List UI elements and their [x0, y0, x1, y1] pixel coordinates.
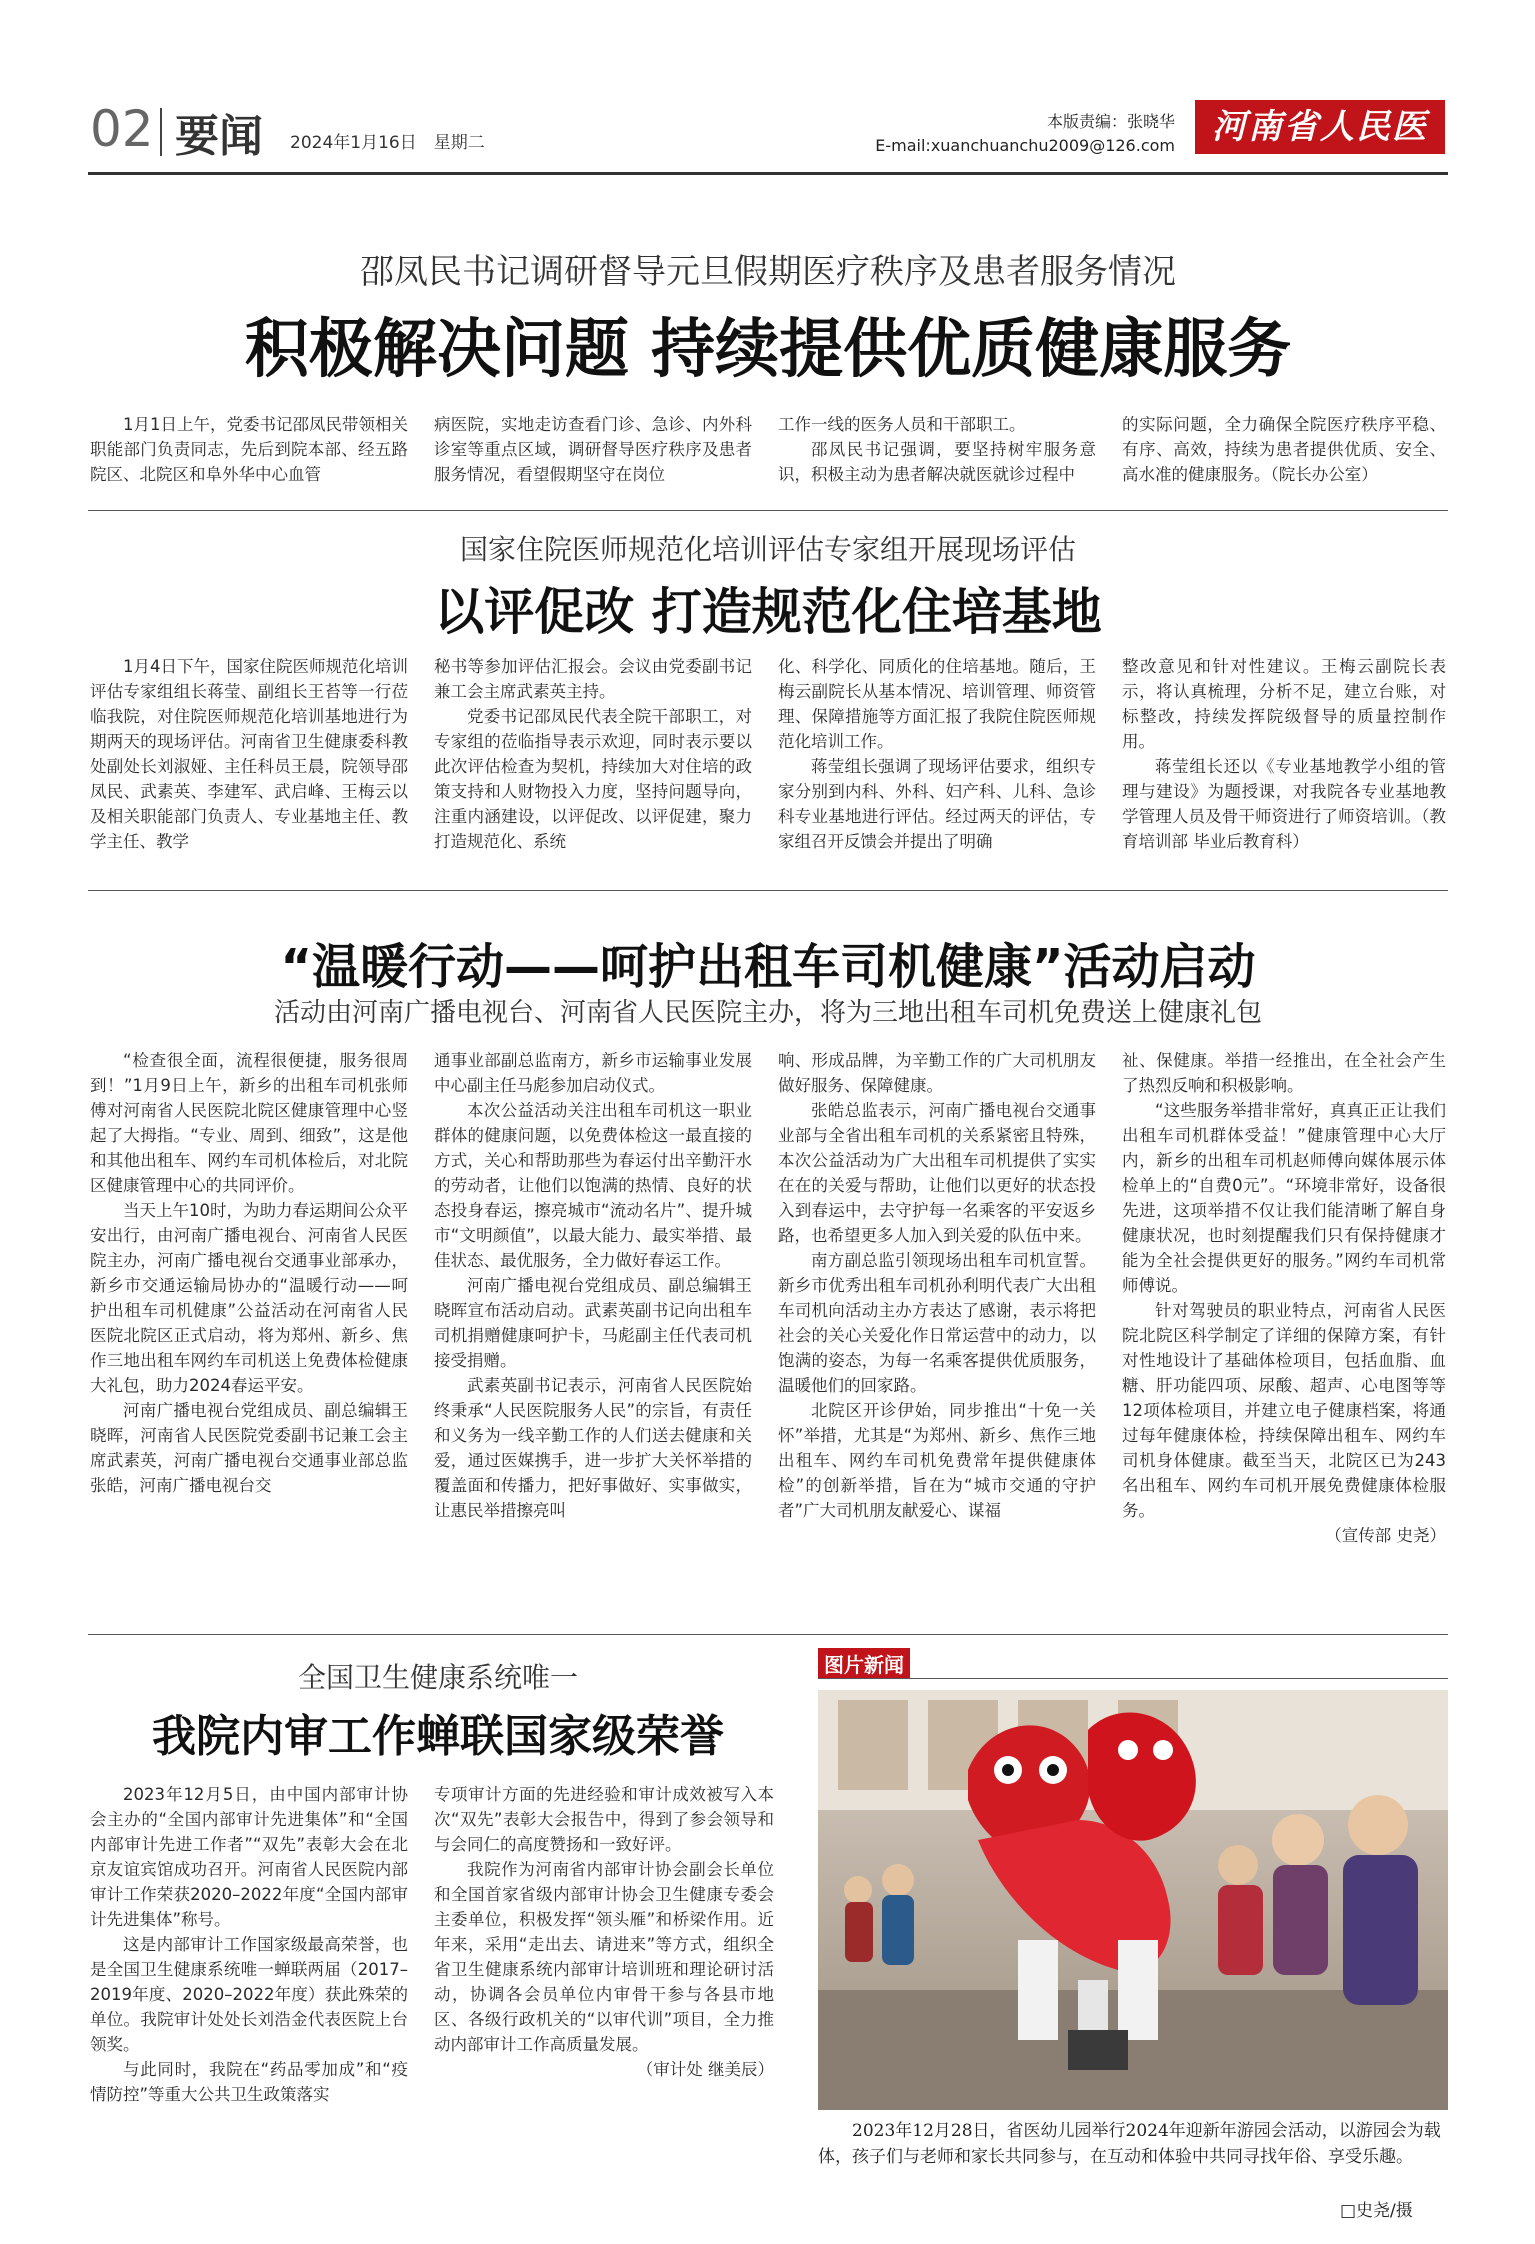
paragraph: 1月1日上午，党委书记邵凤民带领相关职能部门负责同志，先后到院本部、经五路院区、北院区和阜外华中心血管 [90, 415, 408, 484]
paragraph: 的实际问题，全力确保全院医疗秩序平稳、有序、高效，持续为患者提供优质、安全、高水准的健康服务。（院长办公室） [1122, 415, 1446, 484]
article1-kicker: 邵凤民书记调研督导元旦假期医疗秩序及患者服务情况 [360, 252, 1176, 292]
byline: （审计处 继美辰） [636, 2060, 774, 2079]
article2-col2 [434, 654, 752, 854]
paragraph: 我院作为河南省内部审计协会副会长单位和全国首家省级内部审计协会卫生健康专委会主委单位，积极发挥“领头雁”和桥梁作用。近年来，采用“走出去、请进来”等方式，组织全省卫生健康系统内部审计培训班和理论研讨活动，协调各会员单位内审骨干参与各县市地区、各级行政机关的“以审代训”项目，全力推动内部审计工作高质量发展。 [434, 1860, 774, 2054]
editor-email: E-mail:xuanchuanchu2009@126.com [875, 136, 1175, 155]
page-number: 02 [90, 100, 154, 158]
paragraph: 这是内部审计工作国家级最高荣誉，也是全国卫生健康系统唯一蝉联两届（2017–2019年度、2020–2022年度）获此殊荣的单位。我院审计处处长刘浩金代表医院上台领奖。 [90, 1935, 408, 2054]
article1-col4 [1122, 412, 1446, 487]
paragraph: 与此同时，我院在“药品零加成”和“疫情防控”等重大公共卫生政策落实 [90, 2060, 408, 2104]
article4-headline: 我院内审工作蝉联国家级荣誉 [152, 1711, 724, 1762]
editor-info [875, 110, 1175, 158]
paragraph: 1月4日下午，国家住院医师规范化培训评估专家组组长蒋莹、副组长王苔等一行莅临我院，对住院医师规范化培训基地进行为期两天的现场评估。河南省卫生健康委科教处副处长刘淑娅、主任科员王晨，院领导邵凤民、武素英、李建军、武启峰、王梅云以及相关职能部门负责人、专业基地主任、教学主任、教学 [90, 657, 408, 851]
paragraph: 党委书记邵凤民代表全院干部职工，对专家组的莅临指导表示欢迎，同时表示要以此次评估检查为契机，持续加大对住培的政策支持和人财物投入力度，坚持问题导向，注重内涵建设，以评促改、以评促建，聚力打造规范化、系统 [434, 707, 752, 851]
article4-kicker: 全国卫生健康系统唯一 [297, 1661, 578, 1694]
paragraph: 北院区开诊伊始，同步推出“十免一关怀”举措，尤其是“为郑州、新乡、焦作三地出租车、网约车司机免费常年提供健康体检”的创新举措，旨在为“城市交通的守护者”广大司机朋友献爱心、谋福 [778, 1401, 1096, 1520]
paragraph: “检查很全面，流程很便捷，服务很周到！”1月9日上午，新乡的出租车司机张师傅对河南省人民医院北院区健康管理中心竖起了大拇指。“专业、周到、细致”，这是他和其他出租车、网约车司机体检后，对北院区健康管理中心的共同评价。 [90, 1051, 408, 1195]
article4-col2 [434, 1782, 774, 2082]
paragraph: 专项审计方面的先进经验和审计成效被写入本次“双先”表彰大会报告中，得到了参会领导和与会同仁的高度赞扬和一致好评。 [434, 1785, 774, 1854]
masthead-divider [160, 108, 162, 156]
paragraph: 通事业部副总监南方，新乡市运输事业发展中心副主任马彪参加启动仪式。 [434, 1051, 752, 1095]
article3-headline: “温暖行动——呵护出租车司机健康”活动启动 [280, 939, 1256, 995]
photo-caption [818, 2118, 1448, 2170]
paragraph: 南方副总监引领现场出租车司机宣誓。新乡市优秀出租车司机孙利明代表广大出租车司机向活动主办方表达了感谢，表示将把社会的关心关爱化作日常运营中的动力，以饱满的姿态，为每一名乘客提供优质服务，温暖他们的回家路。 [778, 1251, 1096, 1395]
article3-col1 [90, 1048, 408, 1498]
masthead-rule [88, 172, 1448, 175]
paragraph: 河南广播电视台党组成员、副总编辑王晓晖，河南省人民医院党委副书记兼工会主席武素英，河南广播电视台交通事业部总监张皓，河南广播电视台交 [90, 1401, 408, 1495]
article2-col3 [778, 654, 1096, 854]
article1-col2 [434, 412, 752, 487]
paragraph: 武素英副书记表示，河南省人民医院始终秉承“人民医院服务人民”的宗旨，有责任和义务为一线辛勤工作的人们送去健康和关爱，通过医媒携手，进一步扩大关怀举措的覆盖面和传播力，把好事做好、实事做实，让惠民举措擦亮叫 [434, 1376, 752, 1520]
paragraph: 工作一线的医务人员和干部职工。 [778, 415, 1026, 434]
paragraph: 响、形成品牌，为辛勤工作的广大司机朋友做好服务、保障健康。 [778, 1051, 1096, 1095]
photo-lion-dance [818, 1690, 1448, 2110]
article-divider [88, 890, 1448, 891]
paragraph: 祉、保健康。举措一经推出，在全社会产生了热烈反响和积极影响。 [1122, 1051, 1446, 1095]
paragraph: 蒋莹组长强调了现场评估要求，组织专家分别到内科、外科、妇产科、儿科、急诊科专业基地进行评估。经过两天的评估，专家组召开反馈会并提出了明确 [778, 757, 1096, 851]
article-divider [88, 510, 1448, 511]
paragraph: 当天上午10时，为助力春运期间公众平安出行，由河南广播电视台、河南省人民医院主办，河南广播电视台交通事业部承办，新乡市交通运输局协办的“温暖行动——呵护出租车司机健康”公益活动在河南省人民医院北院区正式启动，将为郑州、新乡、焦作三地出租车网约车司机送上免费体检健康大礼包，助力2024春运平安。 [90, 1201, 408, 1395]
article1-col1 [90, 412, 408, 487]
section-title: 要闻 [175, 111, 263, 162]
article3-subtitle: 活动由河南广播电视台、河南省人民医院主办，将为三地出租车司机免费送上健康礼包 [273, 998, 1262, 1028]
photo-credit: □史尧/摄 [1340, 2201, 1413, 2221]
article-divider [88, 1634, 1448, 1635]
paragraph: 整改意见和针对性建议。王梅云副院长表示，将认真梳理，分析不足，建立台账，对标整改，持续发挥院级督导的质量控制作用。 [1122, 657, 1446, 751]
article2-kicker: 国家住院医师规范化培训评估专家组开展现场评估 [459, 533, 1076, 566]
paragraph: 病医院，实地走访查看门诊、急诊、内外科诊室等重点区域，调研督导医疗秩序及患者服务情况，看望假期坚守在岗位 [434, 415, 752, 484]
paragraph: 蒋莹组长还以《专业基地教学小组的管理与建设》为题授课，对我院各专业基地教学管理人员及骨干师资进行了师资培训。（教育培训部 毕业后教育科） [1122, 757, 1446, 851]
paragraph: 邵凤民书记强调，要坚持树牢服务意识，积极主动为患者解决就医就诊过程中 [778, 440, 1096, 484]
byline: （宣传部 史尧） [1325, 1526, 1446, 1545]
paragraph: 河南广播电视台党组成员、副总编辑王晓晖宣布活动启动。武素英副书记向出租车司机捐赠健康呵护卡，马彪副主任代表司机接受捐赠。 [434, 1276, 752, 1370]
paragraph: “这些服务举措非常好，真真正正让我们出租车司机群体受益！”健康管理中心大厅内，新乡的出租车司机赵师傅向媒体展示体检单上的“自费0元”。“环境非常好，设备很先进，这项举措不仅让我们能清晰了解自身健康状况，也时刻提醒我们只有保持健康才能为全社会提供更好的服务。”网约车司机常师傅说。 [1122, 1101, 1446, 1295]
article3-col3 [778, 1048, 1096, 1523]
photo-news-label: 图片新闻 [818, 1648, 910, 1679]
article4-col1 [90, 1782, 408, 2107]
paragraph: 化、科学化、同质化的住培基地。随后，王梅云副院长从基本情况、培训管理、师资管理、保障措施等方面汇报了我院住院医师规范化培训工作。 [778, 657, 1096, 751]
article3-col4 [1122, 1048, 1446, 1548]
paragraph: 本次公益活动关注出租车司机这一职业群体的健康问题，以免费体检这一最直接的方式，关心和帮助那些为春运付出辛勤汗水的劳动者，让他们以饱满的热情、良好的状态投身春运，擦亮城市“流动名片”、提升城市“文明颜值”，以最大能力、最实举措、最佳状态、最优服务，全力做好春运工作。 [434, 1101, 752, 1270]
article3-col2 [434, 1048, 752, 1523]
paragraph: 2023年12月5日，由中国内部审计协会主办的“全国内部审计先进集体”和“全国内部审计先进工作者”“双先”表彰大会在北京友谊宾馆成功召开。河南省人民医院内部审计工作荣获2020–2022年度“全国内部审计先进集体”称号。 [90, 1785, 408, 1929]
article2-col1 [90, 654, 408, 854]
editor-name: 本版责编：张晓华 [1046, 112, 1175, 131]
photo-rule [818, 1678, 1448, 1679]
caption-text: 2023年12月28日，省医幼儿园举行2024年迎新年游园会活动，以游园会为载体，孩子们与老师和家长共同参与，在互动和体验中共同寻找年俗、享受乐趣。 [818, 2121, 1441, 2167]
paragraph: 张皓总监表示，河南广播电视台交通事业部与全省出租车司机的关系紧密且特殊，本次公益活动为广大出租车司机提供了实实在在的关爱与帮助，让他们以更好的状态投入到春运中，去守护每一名乘客的平安返乡路，也希望更多人加入到关爱的队伍中来。 [778, 1101, 1096, 1245]
paragraph: 秘书等参加评估汇报会。会议由党委副书记兼工会主席武素英主持。 [434, 657, 752, 701]
article2-col4 [1122, 654, 1446, 854]
photo-illustration [818, 1690, 1448, 2110]
article1-headline: 积极解决问题 持续提供优质健康服务 [244, 313, 1292, 387]
article2-headline: 以评促改 打造规范化住培基地 [434, 583, 1102, 641]
hospital-logo: 河南省人民医院 [1195, 100, 1445, 154]
paragraph: 针对驾驶员的职业特点，河南省人民医院北院区科学制定了详细的保障方案，有针对性地设计了基础体检项目，包括血脂、血糖、肝功能四项、尿酸、超声、心电图等等12项体检项目，并建立电子健康档案，将通过每年健康体检，持续保障出租车、网约车司机身体健康。截至当天，北院区已为243名出租车、网约车司机开展免费健康体检服务。 [1122, 1301, 1446, 1520]
issue-date: 2024年1月16日 星期二 [290, 133, 485, 153]
article1-col3 [778, 412, 1096, 487]
